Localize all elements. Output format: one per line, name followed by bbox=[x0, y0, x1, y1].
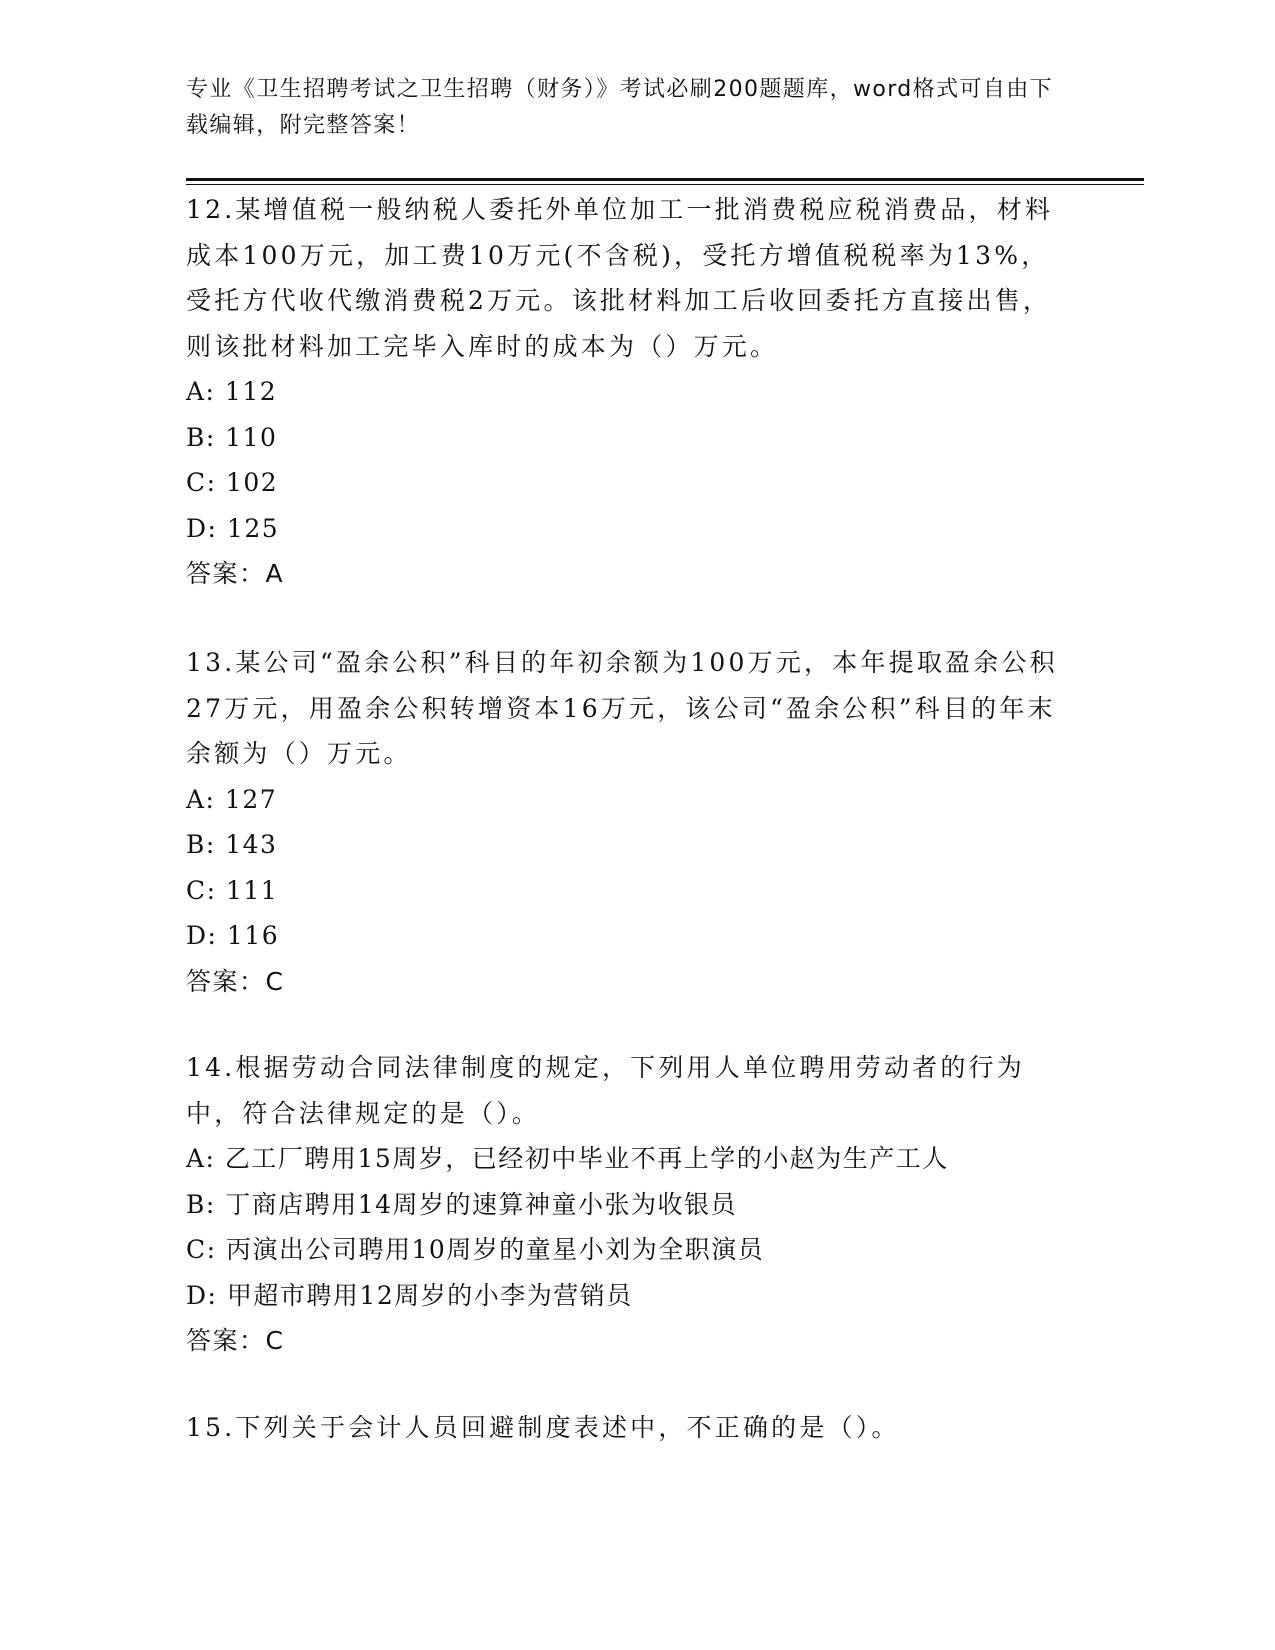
option-c: C: 102 bbox=[186, 468, 279, 497]
answer-label: 答案：A bbox=[186, 559, 285, 588]
question-12 bbox=[186, 187, 1066, 597]
question-stem: 12.某增值税一般纳税人委托外单位加工一批消费税应税消费品，材料成本100万元，加工费10万元(不含税)，受托方增值税税率为13%，受托方代收代缴消费税2万元。该批材料加工后收回委托方直接出售，则该批材料加工完毕入库时的成本为（）万元。 bbox=[186, 195, 1054, 361]
answer-label: 答案：C bbox=[186, 1326, 285, 1355]
option-a: A: 112 bbox=[186, 377, 278, 406]
option-a: A: 127 bbox=[186, 784, 278, 814]
question-15 bbox=[186, 1405, 1066, 1451]
option-d: D: 125 bbox=[186, 513, 280, 543]
header-divider-thick bbox=[186, 178, 1144, 181]
question-stem: 15.下列关于会计人员回避制度表述中，不正确的是（）。 bbox=[186, 1413, 900, 1442]
question-13 bbox=[186, 640, 1066, 1004]
question-14 bbox=[186, 1045, 1066, 1364]
option-d: D: 甲超市聘用12周岁的小李为营销员 bbox=[186, 1280, 633, 1310]
question-stem: 13.某公司“盈余公积”科目的年初余额为100万元，本年提取盈余公积27万元，用盈余公积转增资本16万元，该公司“盈余公积”科目的年末余额为（）万元。 bbox=[186, 648, 1058, 768]
document-header: 专业《卫生招聘考试之卫生招聘（财务）》考试必刷200题题库，word格式可自由下载编辑，附完整答案！ bbox=[186, 77, 1054, 138]
header-divider-thin bbox=[186, 184, 1144, 185]
option-b: B: 丁商店聘用14周岁的速算神童小张为收银员 bbox=[186, 1189, 738, 1219]
option-c: C: 111 bbox=[186, 875, 279, 905]
option-b: B: 143 bbox=[186, 830, 278, 859]
option-d: D: 116 bbox=[186, 921, 280, 950]
option-b: B: 110 bbox=[186, 422, 278, 452]
answer-label: 答案：C bbox=[186, 966, 285, 996]
question-stem: 14.根据劳动合同法律制度的规定，下列用人单位聘用劳动者的行为中，符合法律规定的是（）。 bbox=[186, 1053, 1025, 1128]
option-a: A: 乙工厂聘用15周岁，已经初中毕业不再上学的小赵为生产工人 bbox=[186, 1144, 949, 1173]
option-c: C: 丙演出公司聘用10周岁的童星小刘为全职演员 bbox=[186, 1235, 765, 1264]
